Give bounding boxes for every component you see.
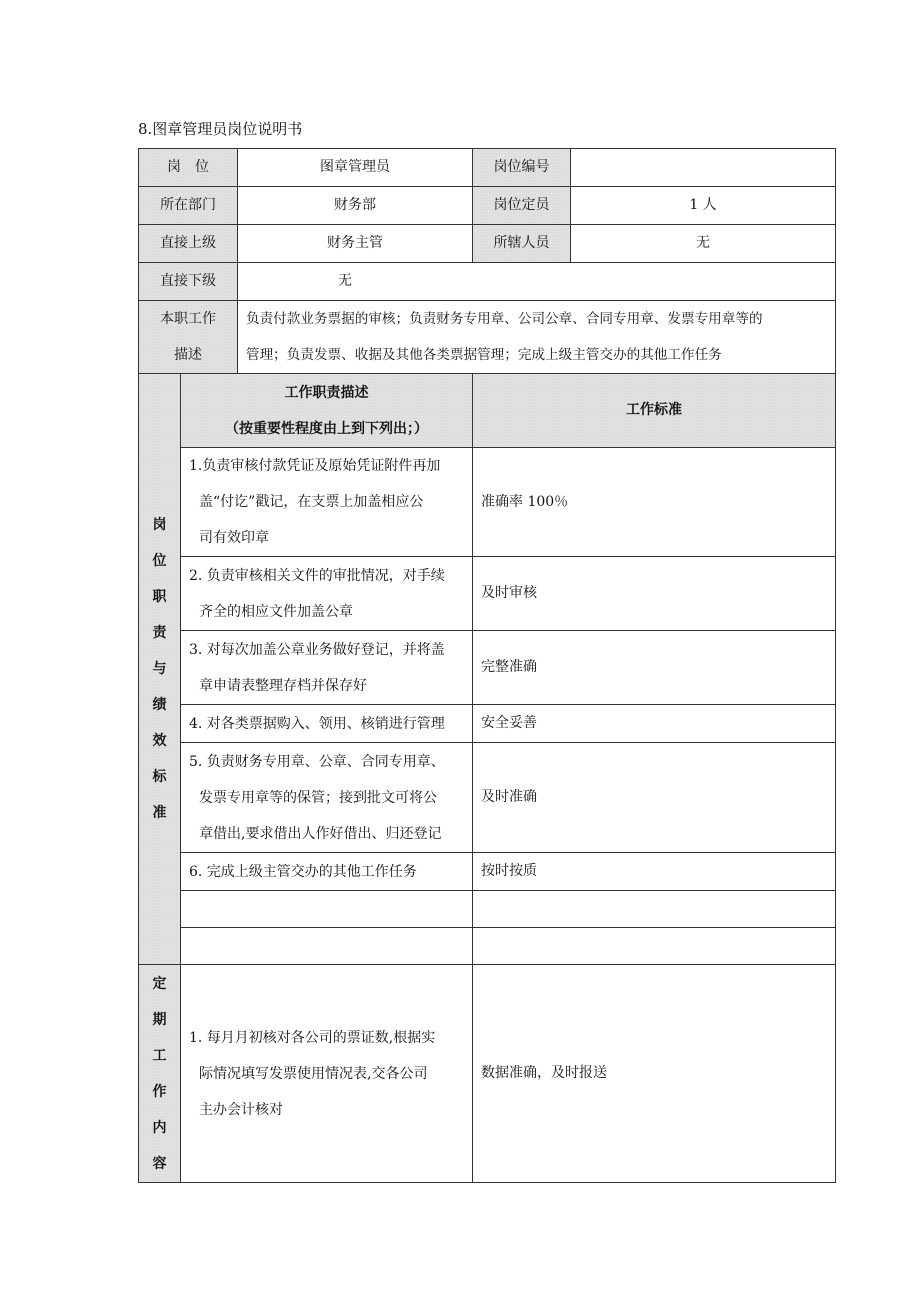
subordinates-label: 所辖人员	[473, 225, 571, 263]
periodic-side-label	[139, 965, 181, 1183]
empty-cell	[473, 891, 836, 928]
empty-row	[139, 891, 836, 928]
side-char: 岗	[152, 517, 167, 533]
duty-line: 4. 对各类票据购入、领用、核销进行管理	[189, 715, 445, 732]
side-char: 作	[152, 1083, 167, 1100]
periodic-line: 主办会计核对	[199, 1101, 283, 1118]
duty-line: 章借出,要求借出人作好借出、归还登记	[199, 825, 442, 842]
header-line: 工作职责描述	[284, 384, 369, 401]
duty-line: 1.负责审核付款凭证及原始凭证附件再加	[189, 458, 441, 474]
subordinates-value: 无	[571, 225, 836, 263]
duty-line: 章申请表整理存档并保存好	[199, 677, 367, 694]
duty-desc	[181, 557, 473, 631]
desc-label	[139, 301, 238, 374]
duty-line: 盖“付讫”戳记，在支票上加盖相应公	[199, 494, 424, 510]
duty-row	[139, 853, 836, 891]
empty-cell	[181, 928, 473, 965]
duty-row	[139, 743, 836, 853]
side-char: 与	[152, 661, 167, 677]
duty-line: 司有效印章	[199, 530, 269, 546]
duties-header-desc	[181, 374, 473, 448]
side-char: 准	[152, 805, 167, 821]
document-title: 8.图章管理员岗位说明书	[138, 120, 303, 138]
periodic-row	[139, 965, 836, 1183]
duty-standard: 完整准确	[473, 631, 836, 705]
empty-row	[139, 928, 836, 965]
desc-label-line: 本职工作	[160, 311, 216, 327]
duties-side-label	[139, 374, 181, 965]
side-char: 期	[152, 1011, 167, 1028]
header-line: （按重要性程度由上到下列出；）	[225, 420, 428, 437]
duty-row	[139, 448, 836, 557]
side-char: 绩	[152, 697, 167, 713]
duty-line: 发票专用章等的保管；接到批文可将公	[199, 789, 437, 806]
superior-value: 财务主管	[238, 225, 473, 263]
duty-standard: 安全妥善	[473, 705, 836, 743]
side-char: 效	[152, 733, 167, 749]
duty-desc	[181, 853, 473, 891]
empty-cell	[181, 891, 473, 928]
duty-row	[139, 631, 836, 705]
side-char: 职	[152, 589, 167, 605]
duty-desc	[181, 743, 473, 853]
code-label: 岗位编号	[473, 149, 571, 187]
periodic-desc	[181, 965, 473, 1183]
job-description-table	[138, 148, 836, 1183]
headcount-label: 岗位定员	[473, 187, 571, 225]
side-char: 责	[152, 625, 167, 641]
duty-row	[139, 705, 836, 743]
periodic-line: 际情况填写发票使用情况表,交各公司	[199, 1065, 428, 1082]
desc-label-line: 描述	[174, 347, 202, 363]
duty-line: 2. 负责审核相关文件的审批情况，对手续	[189, 567, 445, 584]
side-char: 容	[152, 1155, 167, 1172]
desc-line: 负责付款业务票据的审核；负责财务专用章、公司公章、合同专用章、发票专用章等的	[246, 311, 763, 327]
side-char: 工	[152, 1047, 167, 1064]
duty-standard: 准确率 100％	[473, 448, 836, 557]
duty-standard: 及时准确	[473, 743, 836, 853]
position-label: 岗 位	[139, 149, 238, 187]
desc-value	[238, 301, 836, 374]
duty-standard: 按时按质	[473, 853, 836, 891]
duty-row	[139, 557, 836, 631]
direct-sub-value: 无	[238, 263, 836, 301]
dept-label: 所在部门	[139, 187, 238, 225]
duties-header-standard: 工作标准	[473, 374, 836, 448]
periodic-standard: 数据准确，及时报送	[473, 965, 836, 1183]
duty-line: 3. 对每次加盖公章业务做好登记，并将盖	[189, 641, 445, 658]
periodic-line: 1. 每月月初核对各公司的票证数,根据实	[189, 1029, 436, 1046]
side-char: 标	[152, 769, 167, 785]
side-char: 定	[152, 975, 167, 992]
duty-standard: 及时审核	[473, 557, 836, 631]
code-value	[571, 149, 836, 187]
direct-sub-label: 直接下级	[139, 263, 238, 301]
empty-cell	[473, 928, 836, 965]
superior-label: 直接上级	[139, 225, 238, 263]
headcount-value: 1 人	[571, 187, 836, 225]
position-value: 图章管理员	[238, 149, 473, 187]
duty-line: 5. 负责财务专用章、公章、合同专用章、	[189, 753, 445, 770]
duty-line: 6. 完成上级主管交办的其他工作任务	[189, 863, 417, 880]
desc-line: 管理；负责发票、收据及其他各类票据管理；完成上级主管交办的其他工作任务	[246, 347, 722, 363]
duty-desc	[181, 631, 473, 705]
duty-desc	[181, 705, 473, 743]
side-char: 位	[152, 553, 167, 569]
duty-desc	[181, 448, 473, 557]
side-char: 内	[152, 1119, 167, 1136]
dept-value: 财务部	[238, 187, 473, 225]
duty-line: 齐全的相应文件加盖公章	[199, 603, 353, 620]
